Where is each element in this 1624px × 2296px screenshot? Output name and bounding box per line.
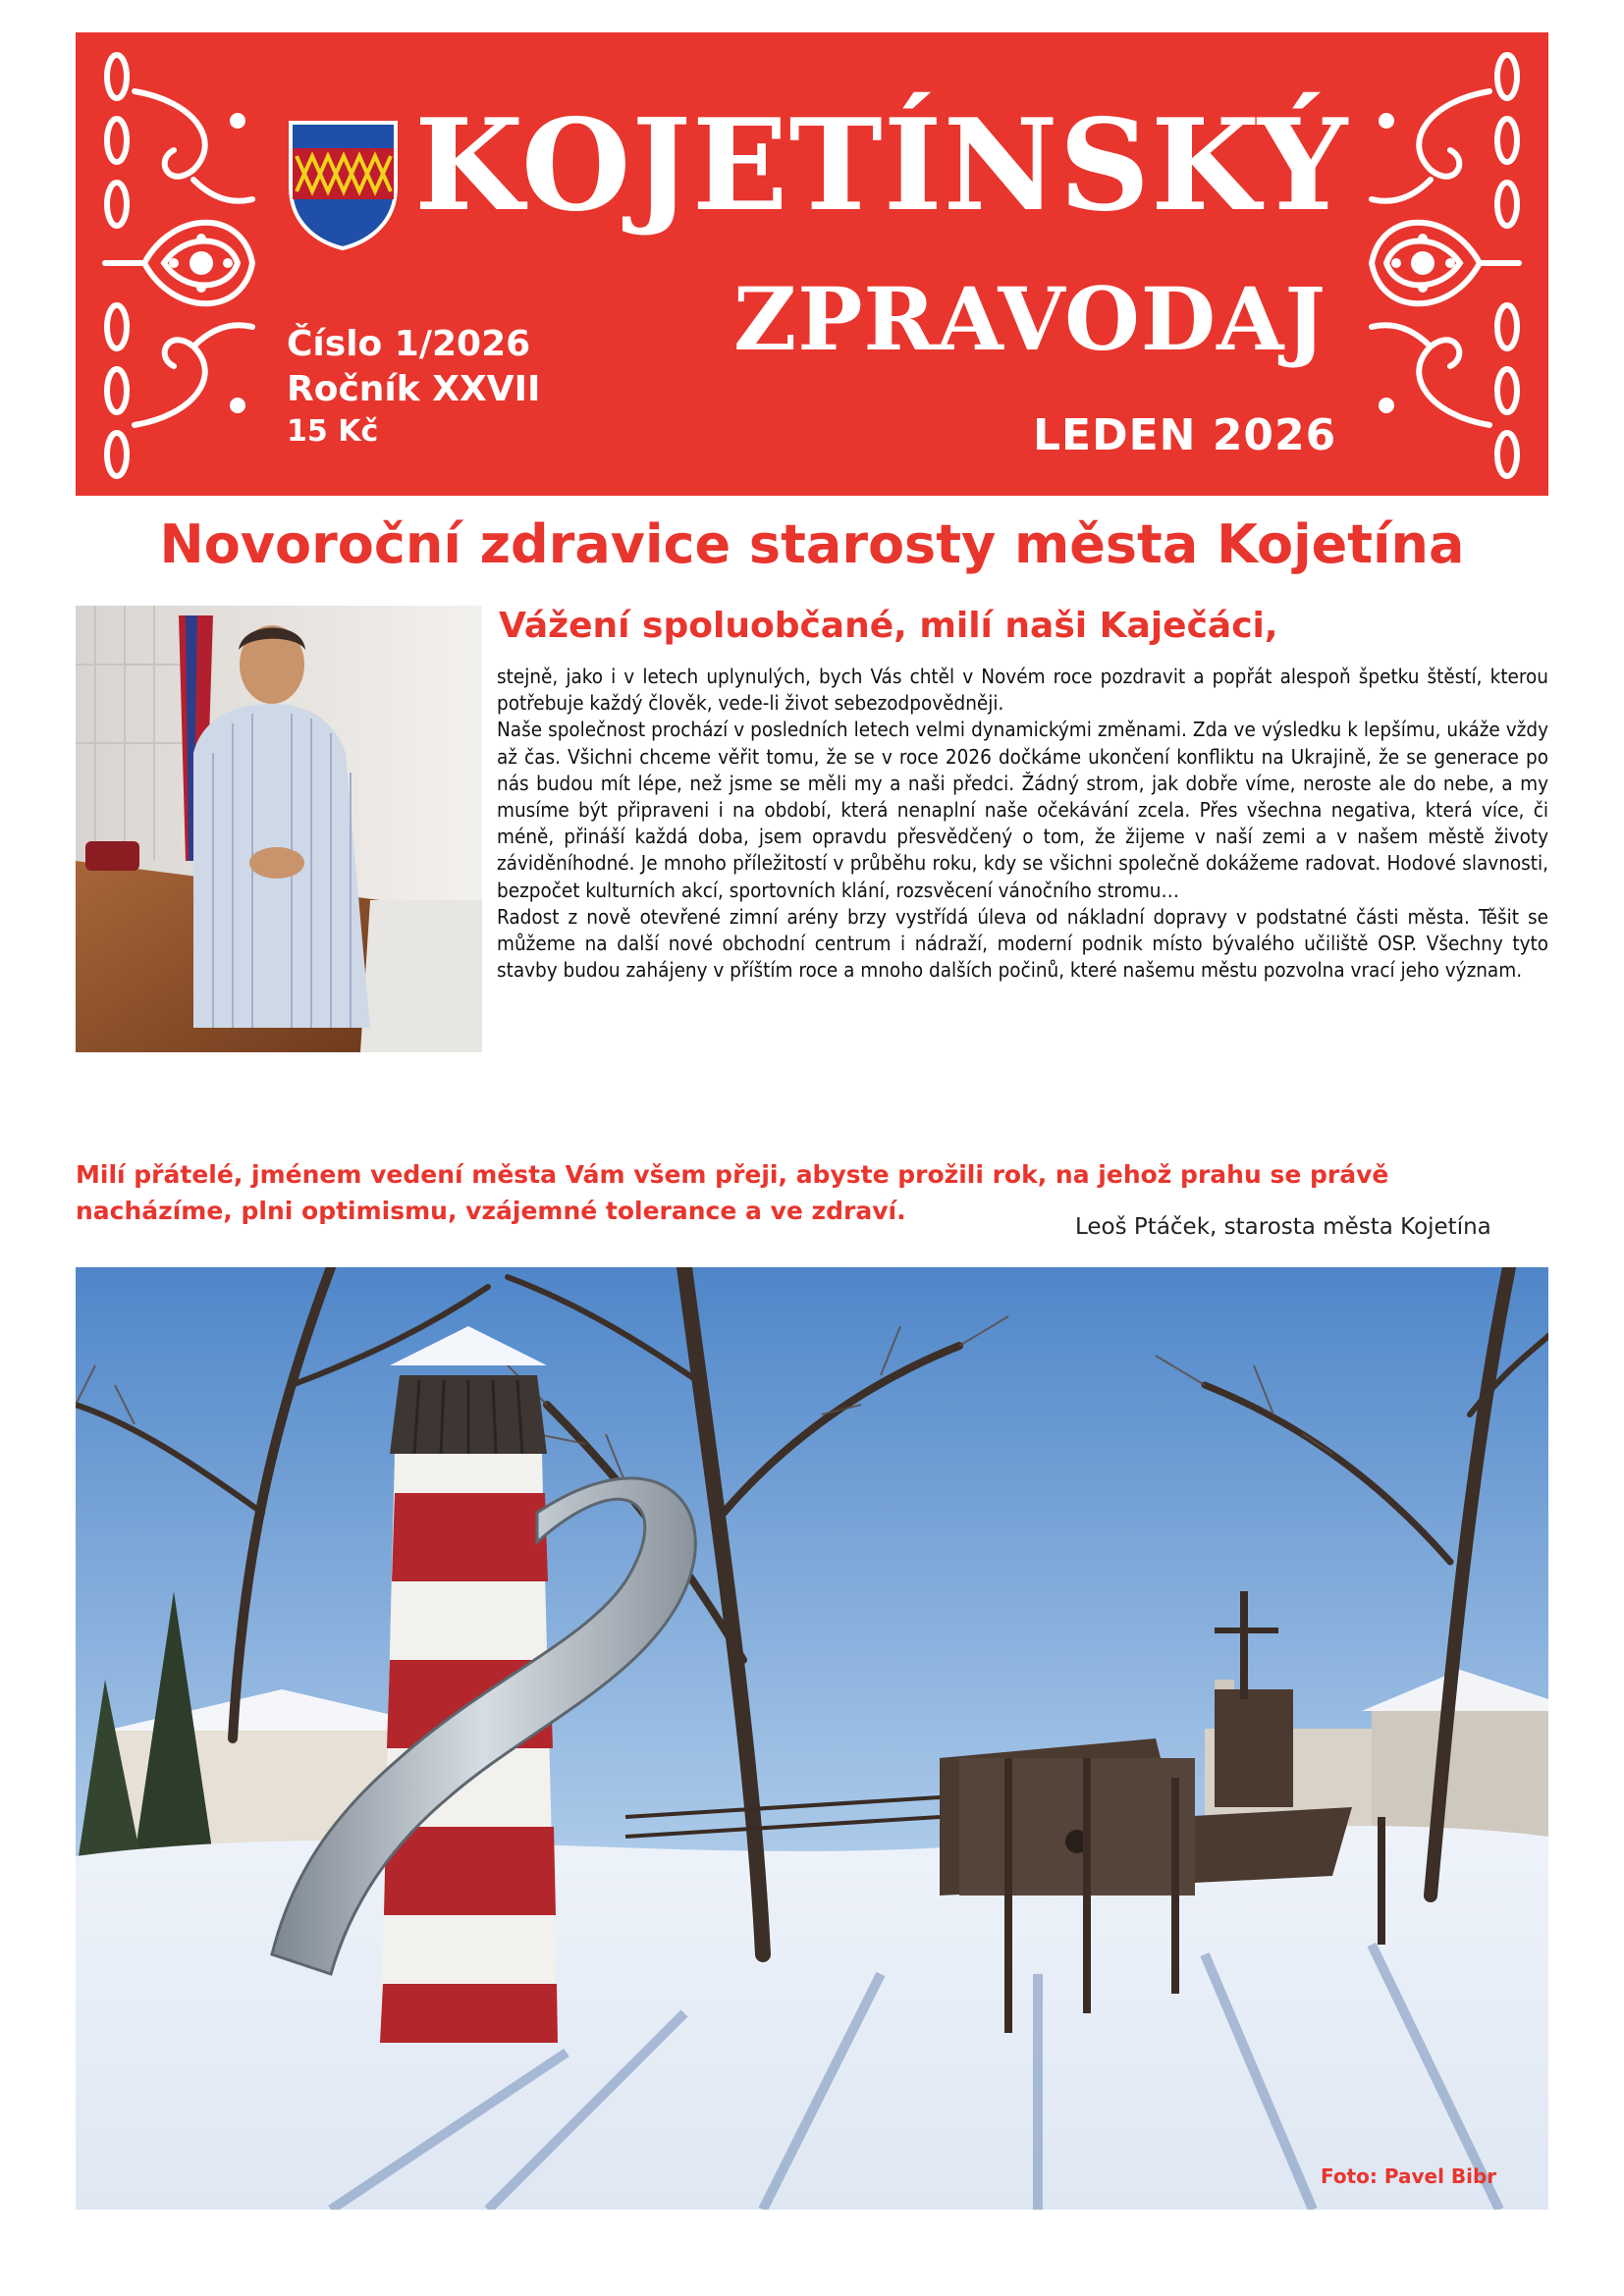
portrait-wrap-spacer	[76, 664, 497, 1061]
issue-price: 15 Kč	[287, 414, 379, 449]
town-coat-of-arms-icon	[287, 119, 400, 252]
article-paragraph: Naše společnost prochází v posledních letech velmi dynamickými změnami. Zda ve výsledku k lepšímu, ukáže vždy až čas. Všichni chceme věřit tomu, že se v roce 2026 dočkáme ukončení konfliktu na Ukrajině, že se generace po nás budou mít lépe, než jsme se měli my a naši předci. Žádný strom, jak dobře víme, neroste ale do nebe, a my musíme být připraveni i na období, která nenaplní naše očekávání zcela. Přes všechna negativa, která více, či méně, přináší každá doba, jsem opravdu přesvědčený o tom, že žijeme v naší zemi a v našem městě životy záviděníhodné. Je mnoho příležitostí v průběhu roku, kdy se všichni společně dokážeme radovat. Hodové slavnosti, bezpočet kulturních akcí, sportovních klání, rozsvěcení vánočního stromu…	[497, 718, 1548, 902]
folk-ornament-right	[1362, 32, 1548, 496]
article-body	[76, 664, 1548, 1061]
article-paragraph: stejně, jako i v letech uplynulých, bych Vás chtěl v Novém roce pozdravit a popřát alespoň špetku štěstí, kterou potřebuje každý člověk, vede-li život sebezodpovědněji.	[497, 665, 1548, 716]
issue-info	[287, 322, 540, 452]
winter-playground-photo	[76, 1267, 1548, 2210]
article-headline: Novoroční zdravice starosty města Kojetína	[159, 513, 1465, 575]
article-closing: Milí přátelé, jménem vedení města Vám všem přeji, abyste prožili rok, na jehož prahu se právě nacházíme, plni optimismu, vzájemné tolerance a ve zdraví.	[76, 1160, 1389, 1225]
volume-number: Ročník XXVII	[287, 369, 541, 409]
edition-date: LEDEN 2026	[1033, 410, 1337, 460]
article-paragraph: Radost z nově otevřené zimní arény brzy vystřídá úleva od nákladní dopravy v podstatné části města. Těšit se můžeme na další nové obchodní centrum i nádraží, moderní podnik místo bývalého učiliště OSP. Všechny tyto stavby budou zahájeny v příštím roce a mnoho dalších počinů, které našemu městu pozvolna vrací jeho význam.	[497, 904, 1548, 983]
folk-ornament-left	[76, 32, 262, 496]
article-signature: Leoš Ptáček, starosta města Kojetína	[1075, 1214, 1491, 1240]
newspaper-title: KOJETÍNSKÝ	[414, 92, 1349, 240]
masthead-banner	[76, 32, 1548, 496]
photo-credit: Foto: Pavel Bibr	[1321, 2164, 1497, 2188]
issue-number: Číslo 1/2026	[287, 324, 531, 364]
article-greeting: Vážení spoluobčané, milí naši Kaječáci,	[499, 606, 1278, 646]
newspaper-subtitle: ZPRAVODAJ	[733, 268, 1327, 370]
